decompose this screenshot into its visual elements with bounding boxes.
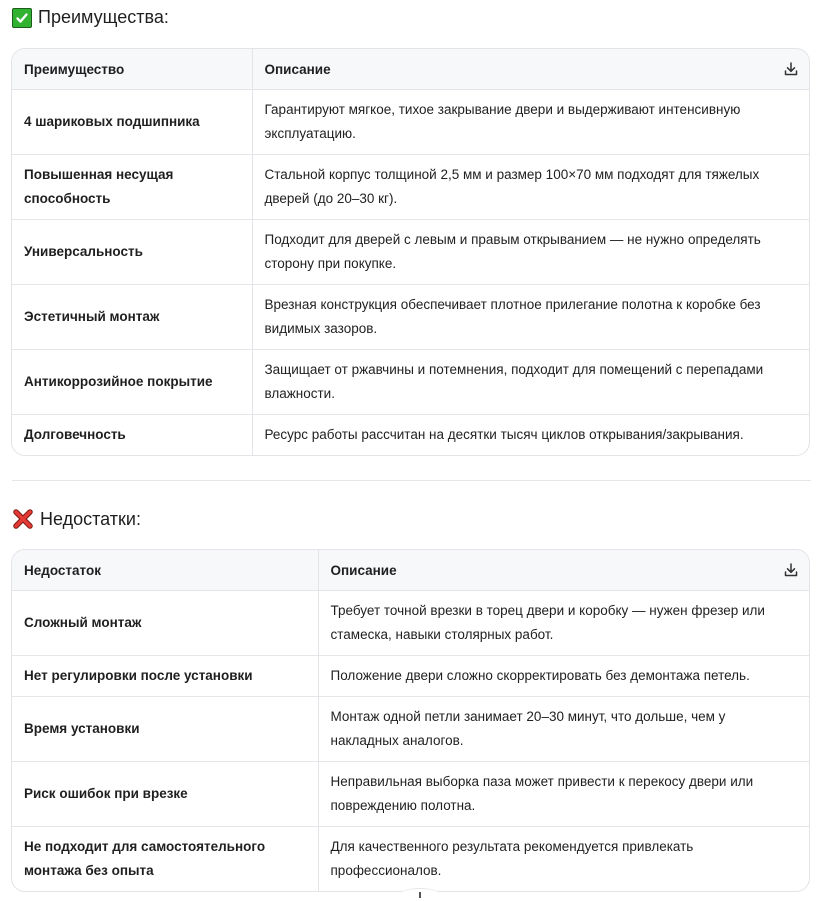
disadvantages-table: [11, 549, 810, 892]
download-icon[interactable]: [783, 61, 799, 77]
disadvantage-name: Сложный монтаж: [12, 591, 318, 656]
disadvantage-description: Неправильная выборка паза может привести к перекосу двери или повреждению полотна.: [318, 762, 809, 827]
advantage-description: Врезная конструкция обеспечивает плотное прилегание полотна к коробке без видимых зазоров.: [252, 285, 809, 350]
disadvantage-name: Время установки: [12, 697, 318, 762]
disadvantages-heading: [12, 508, 141, 530]
disadvantage-name: Не подходит для самостоятельного монтажа без опыта: [12, 827, 318, 892]
advantages-heading: [12, 7, 169, 28]
cross-mark-icon: [12, 508, 34, 530]
table-row: [12, 591, 809, 656]
advantages-table: [11, 48, 810, 456]
disadvantage-description: Требует точной врезки в торец двери и коробку — нужен фрезер или стамеска, навыки столярных работ.: [318, 591, 809, 656]
advantage-name: 4 шариковых подшипника: [12, 90, 252, 155]
table-row: [12, 285, 809, 350]
disadvantage-description: Монтаж одной петли занимает 20–30 минут, что дольше, чем у накладных аналогов.: [318, 697, 809, 762]
scroll-down-button[interactable]: [400, 888, 440, 901]
download-icon[interactable]: [783, 562, 799, 578]
table-row: [12, 827, 809, 892]
table-row: [12, 90, 809, 155]
disadvantages-title: Недостатки:: [40, 508, 141, 529]
column-header-disadvantage: Недостаток: [12, 550, 318, 591]
advantage-name: Долговечность: [12, 415, 252, 456]
table-row: [12, 656, 809, 697]
disadvantage-description: Для качественного результата рекомендуется привлекать профессионалов.: [318, 827, 809, 892]
check-mark-button-icon: [12, 8, 32, 28]
advantage-name: Повышенная несущая способность: [12, 155, 252, 220]
table-row: [12, 415, 809, 456]
table-row: [12, 762, 809, 827]
disadvantage-name: Риск ошибок при врезке: [12, 762, 318, 827]
advantage-name: Эстетичный монтаж: [12, 285, 252, 350]
advantage-description: Подходит для дверей с левым и правым открыванием — не нужно определять сторону при покупке.: [252, 220, 809, 285]
disadvantage-name: Нет регулировки после установки: [12, 656, 318, 697]
table-row: [12, 220, 809, 285]
table-row: [12, 697, 809, 762]
column-header-description: Описание: [252, 49, 809, 90]
column-header-description: Описание: [318, 550, 809, 591]
advantage-name: Антикоррозийное покрытие: [12, 350, 252, 415]
table-row: [12, 155, 809, 220]
advantage-description: Гарантируют мягкое, тихое закрывание двери и выдерживают интенсивную эксплуатацию.: [252, 90, 809, 155]
advantages-title: Преимущества:: [38, 7, 169, 27]
disadvantage-description: Положение двери сложно скорректировать без демонтажа петель.: [318, 656, 809, 697]
advantage-description: Защищает от ржавчины и потемнения, подходит для помещений с перепадами влажности.: [252, 350, 809, 415]
table-row: [12, 350, 809, 415]
advantage-description: Стальной корпус толщиной 2,5 мм и размер 100×70 мм подходят для тяжелых дверей (до 20–30 кг).: [252, 155, 809, 220]
column-header-advantage: Преимущество: [12, 49, 252, 90]
advantage-name: Универсальность: [12, 220, 252, 285]
advantage-description: Ресурс работы рассчитан на десятки тысяч циклов открывания/закрывания.: [252, 415, 809, 456]
section-divider: [12, 480, 811, 481]
